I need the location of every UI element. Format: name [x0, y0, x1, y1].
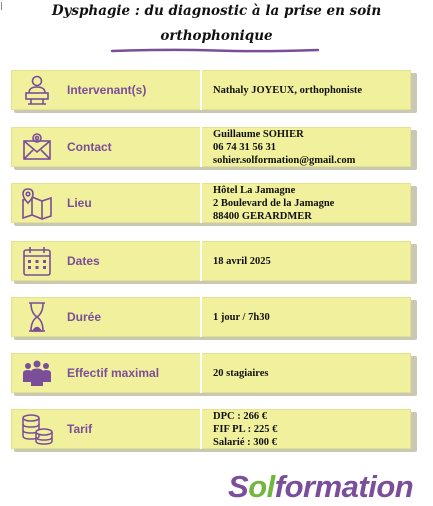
row-label: Dates: [67, 254, 100, 268]
row-value: [213, 297, 403, 337]
logo-part-s: S: [228, 469, 249, 504]
title-underline: [110, 48, 320, 53]
value-line: Guillaume SOHIER: [213, 128, 304, 140]
row-value: [213, 241, 403, 281]
row-label: Tarif: [67, 422, 93, 436]
value-line: 1 jour / 7h30: [213, 311, 270, 323]
row-label: Lieu: [67, 196, 92, 210]
value-line: 06 74 31 56 31: [213, 141, 276, 153]
info-row-duree: [11, 297, 414, 337]
value-line: FIF PL : 225 €: [213, 423, 278, 435]
value-line: DPC : 266 €: [213, 410, 267, 422]
hourglass-icon: [19, 300, 55, 334]
info-row-intervenants: [11, 70, 414, 110]
value-line: 20 stagiaires: [213, 367, 269, 379]
row-value: [213, 353, 403, 393]
calendar-icon: [19, 244, 55, 278]
logo-part-formation: formation: [274, 469, 414, 504]
title-line-2: orthophonique: [160, 28, 273, 44]
map-pin-icon: [19, 186, 55, 220]
info-row-lieu: [11, 183, 414, 223]
row-label: Durée: [67, 310, 102, 324]
row-label: Effectif maximal: [67, 366, 160, 380]
row-value: [213, 127, 403, 167]
value-line: Hôtel La Jamagne: [213, 184, 296, 196]
value-line: sohier.solformation@gmail.com: [213, 154, 356, 166]
row-value: [213, 409, 403, 449]
info-row-dates: [11, 241, 414, 281]
envelope-icon: [19, 130, 55, 164]
title-line-1: Dysphagie : du diagnostic à la prise en soin: [51, 3, 382, 19]
speaker-icon: [19, 73, 55, 107]
solformation-logo: [228, 470, 413, 504]
value-line: 2 Boulevard de la Jamagne: [213, 197, 335, 209]
value-line: Nathaly JOYEUX, orthophoniste: [213, 84, 363, 96]
info-row-contact: [11, 127, 414, 167]
row-value: [213, 183, 403, 223]
row-label: Contact: [67, 140, 112, 154]
info-row-effectif: [11, 353, 414, 393]
value-line: Salarié : 300 €: [213, 436, 277, 448]
group-icon: [19, 356, 55, 390]
value-line: 18 avril 2025: [213, 255, 271, 267]
row-label: Intervenant(s): [67, 83, 147, 97]
logo-part-ol: ol: [248, 469, 275, 504]
row-value: [213, 70, 403, 110]
info-row-tarif: [11, 409, 414, 449]
value-line: 88400 GERARDMER: [213, 210, 312, 222]
coins-icon: [19, 412, 55, 446]
